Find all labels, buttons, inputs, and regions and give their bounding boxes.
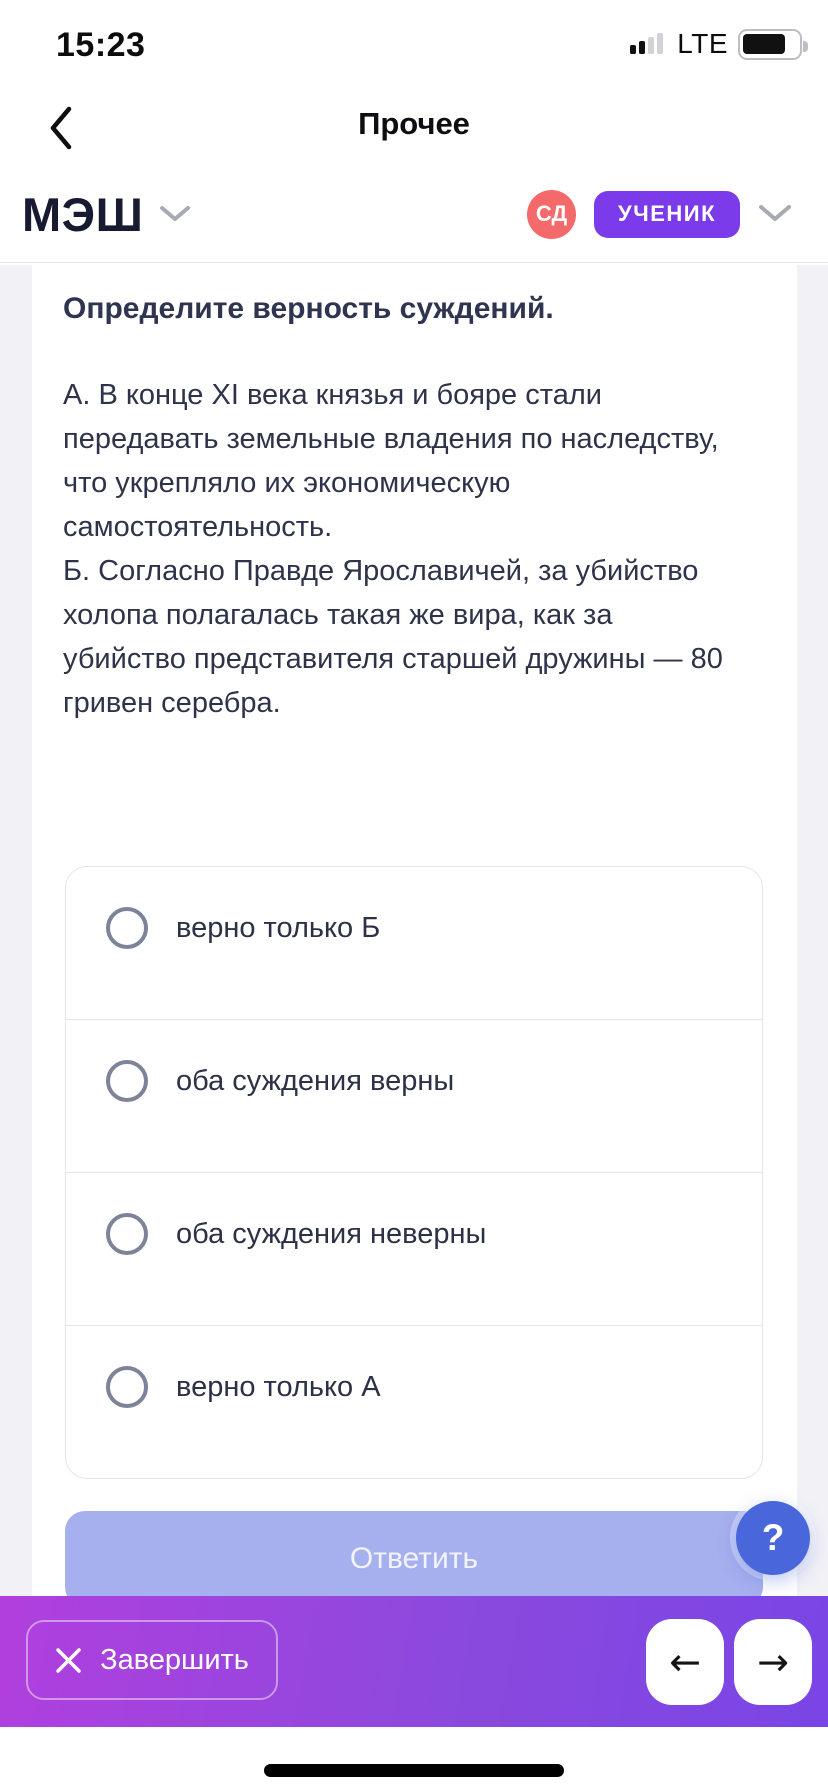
cellular-signal-icon: [630, 32, 667, 56]
finish-label: Завершить: [100, 1643, 249, 1676]
chevron-down-icon[interactable]: [758, 204, 792, 224]
chevron-down-icon: [159, 205, 191, 223]
navigation-bar: [0, 90, 828, 165]
radio-button-icon[interactable]: [106, 907, 148, 949]
option-row-verno-tolko-a[interactable]: [66, 1326, 762, 1479]
option-label: верно только Б: [176, 911, 381, 944]
radio-button-icon[interactable]: [106, 1213, 148, 1255]
arrow-right-icon: →: [757, 1640, 789, 1684]
status-bar: [0, 0, 828, 90]
option-label: оба суждения неверны: [176, 1217, 487, 1250]
mesh-logo: МЭШ: [22, 187, 144, 241]
question-line: А. В конце XI века князья и бояре стали: [63, 378, 602, 411]
question-mark-icon: ?: [761, 1517, 785, 1558]
previous-question-button[interactable]: [646, 1619, 724, 1705]
network-type-label: LTE: [677, 28, 728, 59]
question-card: [32, 265, 797, 1792]
question-title: Определите верность суждений.: [63, 291, 554, 325]
help-button[interactable]: [736, 1501, 810, 1575]
option-row-oba-neverny[interactable]: [66, 1173, 762, 1326]
question-text: [63, 373, 761, 725]
question-line: самостоятельность.: [63, 510, 333, 543]
option-label: верно только А: [176, 1370, 381, 1403]
option-label: оба суждения верны: [176, 1064, 455, 1097]
test-toolbar: [0, 1596, 828, 1727]
radio-button-icon[interactable]: [106, 1060, 148, 1102]
close-icon: [55, 1647, 82, 1674]
question-line: гривен серебра.: [63, 686, 281, 719]
finish-button[interactable]: [26, 1620, 278, 1700]
question-line: что укрепляло их экономическую: [63, 466, 511, 499]
answer-options-list: [65, 866, 763, 1479]
answer-button[interactable]: Ответить: [65, 1511, 763, 1607]
question-block: [32, 265, 797, 725]
question-line: Б. Согласно Правде Ярославичей, за убийство: [63, 554, 699, 587]
home-indicator[interactable]: [264, 1764, 564, 1777]
app-header: [0, 165, 828, 263]
next-question-button[interactable]: [734, 1619, 812, 1705]
question-line: холопа полагалась такая же вира, как за: [63, 598, 613, 631]
avatar[interactable]: СД: [527, 190, 576, 239]
content-area[interactable]: [0, 265, 828, 1792]
logo-menu[interactable]: [22, 165, 191, 263]
page-title: Прочее: [358, 106, 470, 141]
question-line: передавать земельные владения по наследству,: [63, 422, 719, 455]
question-line: убийство представителя старшей дружины — 80: [63, 642, 723, 675]
option-row-oba-verny[interactable]: [66, 1020, 762, 1173]
role-badge[interactable]: УЧЕНИК: [594, 191, 740, 238]
home-strip: [0, 1727, 828, 1792]
radio-button-icon[interactable]: [106, 1366, 148, 1408]
battery-icon: [738, 29, 802, 60]
status-time: 15:23: [56, 26, 146, 64]
arrow-left-icon: ←: [669, 1640, 701, 1684]
option-row-verno-tolko-b[interactable]: [66, 867, 762, 1020]
